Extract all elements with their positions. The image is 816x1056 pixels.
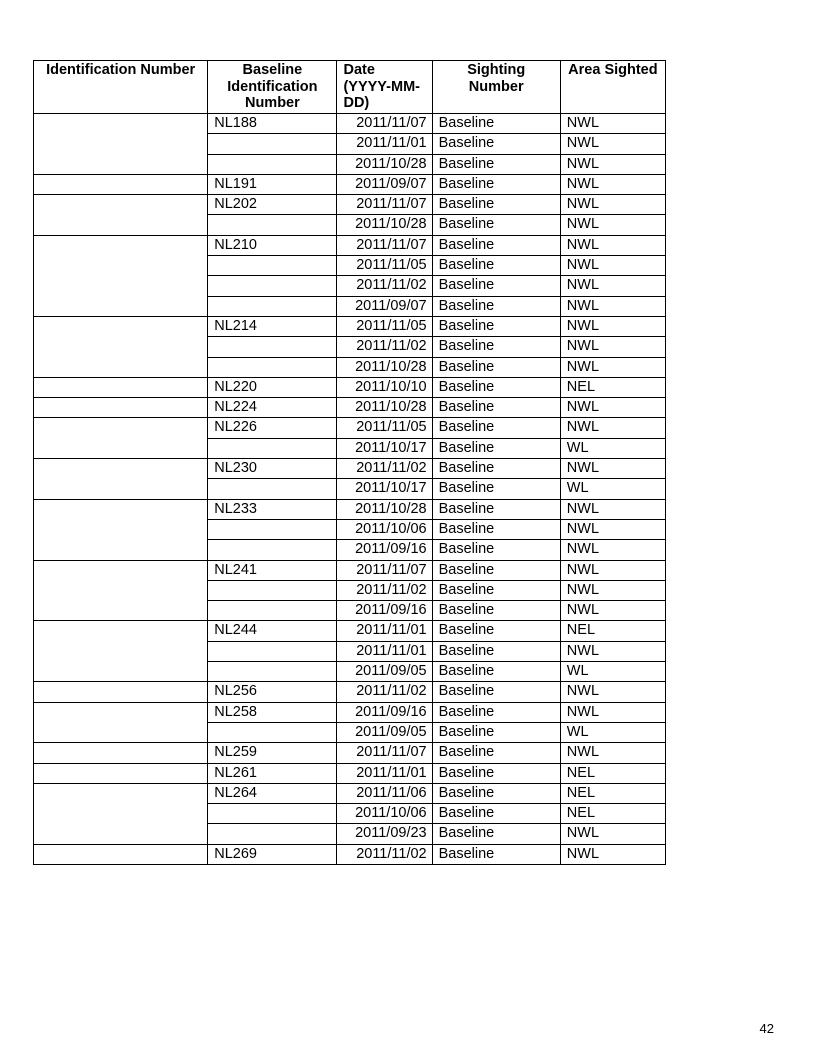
- sighting-number-cell: Baseline: [432, 621, 560, 641]
- baseline-id-cell: NL259: [208, 743, 337, 763]
- date-cell: 2011/11/01: [337, 641, 432, 661]
- sighting-number-cell: Baseline: [432, 195, 560, 215]
- sighting-number-cell: Baseline: [432, 601, 560, 621]
- baseline-id-cell: [208, 276, 337, 296]
- sighting-number-cell: Baseline: [432, 114, 560, 134]
- area-sighted-cell: NWL: [560, 174, 665, 194]
- sighting-number-cell: Baseline: [432, 418, 560, 438]
- table-row: [34, 743, 666, 763]
- sighting-number-cell: Baseline: [432, 804, 560, 824]
- table-row: [34, 682, 666, 702]
- identification-number-cell: [34, 114, 208, 175]
- sighting-number-cell: Baseline: [432, 235, 560, 255]
- date-cell: 2011/11/02: [337, 276, 432, 296]
- header-area-sighted: Area Sighted: [560, 61, 665, 114]
- date-cell: 2011/10/17: [337, 438, 432, 458]
- table-row: [34, 702, 666, 722]
- area-sighted-cell: WL: [560, 438, 665, 458]
- date-cell: 2011/11/02: [337, 844, 432, 864]
- table-row: [34, 621, 666, 641]
- date-cell: 2011/10/28: [337, 215, 432, 235]
- date-cell: 2011/11/07: [337, 560, 432, 580]
- area-sighted-cell: NEL: [560, 804, 665, 824]
- table-row: [34, 398, 666, 418]
- sighting-number-cell: Baseline: [432, 540, 560, 560]
- baseline-id-cell: [208, 154, 337, 174]
- sighting-number-cell: Baseline: [432, 662, 560, 682]
- date-cell: 2011/09/16: [337, 540, 432, 560]
- baseline-id-cell: NL224: [208, 398, 337, 418]
- table-row: [34, 114, 666, 134]
- sightings-table: [33, 60, 666, 865]
- table-body: [34, 114, 666, 865]
- sighting-number-cell: Baseline: [432, 844, 560, 864]
- area-sighted-cell: NWL: [560, 824, 665, 844]
- header-identification-number: Identification Number: [34, 61, 208, 114]
- baseline-id-cell: NL244: [208, 621, 337, 641]
- date-cell: 2011/10/28: [337, 357, 432, 377]
- sighting-number-cell: Baseline: [432, 134, 560, 154]
- sighting-number-cell: Baseline: [432, 215, 560, 235]
- date-cell: 2011/10/28: [337, 499, 432, 519]
- area-sighted-cell: NWL: [560, 641, 665, 661]
- date-cell: 2011/11/05: [337, 316, 432, 336]
- date-cell: 2011/11/07: [337, 195, 432, 215]
- header-sighting-number: Sighting Number: [432, 61, 560, 114]
- area-sighted-cell: NWL: [560, 540, 665, 560]
- area-sighted-cell: NWL: [560, 418, 665, 438]
- baseline-id-cell: [208, 357, 337, 377]
- baseline-id-cell: [208, 804, 337, 824]
- sighting-number-cell: Baseline: [432, 174, 560, 194]
- baseline-id-cell: [208, 479, 337, 499]
- date-cell: 2011/11/05: [337, 418, 432, 438]
- area-sighted-cell: NWL: [560, 195, 665, 215]
- date-cell: 2011/09/23: [337, 824, 432, 844]
- area-sighted-cell: NEL: [560, 763, 665, 783]
- date-cell: 2011/11/06: [337, 783, 432, 803]
- sighting-number-cell: Baseline: [432, 256, 560, 276]
- sighting-number-cell: Baseline: [432, 743, 560, 763]
- baseline-id-cell: NL258: [208, 702, 337, 722]
- date-cell: 2011/11/07: [337, 743, 432, 763]
- date-cell: 2011/09/07: [337, 296, 432, 316]
- baseline-id-cell: [208, 519, 337, 539]
- baseline-id-cell: NL220: [208, 377, 337, 397]
- header-baseline-identification-number: Baseline Identification Number: [208, 61, 337, 114]
- date-cell: 2011/09/05: [337, 722, 432, 742]
- baseline-id-cell: NL226: [208, 418, 337, 438]
- area-sighted-cell: WL: [560, 479, 665, 499]
- sighting-number-cell: Baseline: [432, 519, 560, 539]
- table-row: [34, 377, 666, 397]
- baseline-id-cell: NL233: [208, 499, 337, 519]
- date-cell: 2011/10/17: [337, 479, 432, 499]
- sighting-number-cell: Baseline: [432, 459, 560, 479]
- baseline-id-cell: [208, 601, 337, 621]
- sighting-number-cell: Baseline: [432, 316, 560, 336]
- identification-number-cell: [34, 763, 208, 783]
- sighting-number-cell: Baseline: [432, 357, 560, 377]
- identification-number-cell: [34, 682, 208, 702]
- identification-number-cell: [34, 459, 208, 500]
- identification-number-cell: [34, 316, 208, 377]
- baseline-id-cell: [208, 438, 337, 458]
- baseline-id-cell: NL256: [208, 682, 337, 702]
- baseline-id-cell: [208, 540, 337, 560]
- table-row: [34, 316, 666, 336]
- area-sighted-cell: NWL: [560, 844, 665, 864]
- area-sighted-cell: WL: [560, 722, 665, 742]
- date-cell: 2011/09/16: [337, 601, 432, 621]
- table-row: [34, 459, 666, 479]
- area-sighted-cell: NWL: [560, 682, 665, 702]
- date-cell: 2011/11/02: [337, 459, 432, 479]
- date-cell: 2011/11/02: [337, 580, 432, 600]
- baseline-id-cell: [208, 824, 337, 844]
- baseline-id-cell: NL241: [208, 560, 337, 580]
- baseline-id-cell: [208, 337, 337, 357]
- table-row: [34, 763, 666, 783]
- baseline-id-cell: NL230: [208, 459, 337, 479]
- date-cell: 2011/09/16: [337, 702, 432, 722]
- area-sighted-cell: WL: [560, 662, 665, 682]
- area-sighted-cell: NWL: [560, 337, 665, 357]
- date-cell: 2011/10/10: [337, 377, 432, 397]
- sighting-number-cell: Baseline: [432, 824, 560, 844]
- baseline-id-cell: [208, 641, 337, 661]
- area-sighted-cell: NWL: [560, 235, 665, 255]
- area-sighted-cell: NWL: [560, 134, 665, 154]
- identification-number-cell: [34, 174, 208, 194]
- sighting-number-cell: Baseline: [432, 641, 560, 661]
- baseline-id-cell: NL210: [208, 235, 337, 255]
- area-sighted-cell: NWL: [560, 154, 665, 174]
- area-sighted-cell: NWL: [560, 296, 665, 316]
- baseline-id-cell: NL191: [208, 174, 337, 194]
- identification-number-cell: [34, 743, 208, 763]
- baseline-id-cell: [208, 296, 337, 316]
- area-sighted-cell: NWL: [560, 560, 665, 580]
- baseline-id-cell: [208, 722, 337, 742]
- sighting-number-cell: Baseline: [432, 337, 560, 357]
- baseline-id-cell: NL214: [208, 316, 337, 336]
- area-sighted-cell: NEL: [560, 377, 665, 397]
- date-cell: 2011/09/05: [337, 662, 432, 682]
- date-cell: 2011/11/01: [337, 621, 432, 641]
- date-cell: 2011/10/28: [337, 154, 432, 174]
- date-cell: 2011/11/07: [337, 114, 432, 134]
- area-sighted-cell: NWL: [560, 398, 665, 418]
- table-row: [34, 560, 666, 580]
- identification-number-cell: [34, 195, 208, 236]
- area-sighted-cell: NEL: [560, 621, 665, 641]
- table-row: [34, 418, 666, 438]
- identification-number-cell: [34, 702, 208, 743]
- sighting-number-cell: Baseline: [432, 154, 560, 174]
- area-sighted-cell: NWL: [560, 215, 665, 235]
- sighting-number-cell: Baseline: [432, 276, 560, 296]
- sighting-number-cell: Baseline: [432, 702, 560, 722]
- identification-number-cell: [34, 783, 208, 844]
- identification-number-cell: [34, 499, 208, 560]
- header-row: [34, 61, 666, 114]
- baseline-id-cell: NL269: [208, 844, 337, 864]
- table-row: [34, 783, 666, 803]
- identification-number-cell: [34, 377, 208, 397]
- area-sighted-cell: NWL: [560, 114, 665, 134]
- baseline-id-cell: [208, 215, 337, 235]
- area-sighted-cell: NWL: [560, 316, 665, 336]
- sighting-number-cell: Baseline: [432, 377, 560, 397]
- area-sighted-cell: NWL: [560, 357, 665, 377]
- date-cell: 2011/10/06: [337, 519, 432, 539]
- table-row: [34, 174, 666, 194]
- date-cell: 2011/11/01: [337, 763, 432, 783]
- area-sighted-cell: NWL: [560, 519, 665, 539]
- table-row: [34, 235, 666, 255]
- date-cell: 2011/11/02: [337, 337, 432, 357]
- sighting-number-cell: Baseline: [432, 398, 560, 418]
- area-sighted-cell: NWL: [560, 276, 665, 296]
- baseline-id-cell: [208, 580, 337, 600]
- baseline-id-cell: [208, 256, 337, 276]
- baseline-id-cell: NL264: [208, 783, 337, 803]
- baseline-id-cell: [208, 662, 337, 682]
- sighting-number-cell: Baseline: [432, 763, 560, 783]
- sighting-number-cell: Baseline: [432, 438, 560, 458]
- area-sighted-cell: NWL: [560, 256, 665, 276]
- identification-number-cell: [34, 418, 208, 459]
- table-row: [34, 195, 666, 215]
- baseline-id-cell: [208, 134, 337, 154]
- area-sighted-cell: NWL: [560, 499, 665, 519]
- sighting-number-cell: Baseline: [432, 499, 560, 519]
- sighting-number-cell: Baseline: [432, 580, 560, 600]
- identification-number-cell: [34, 844, 208, 864]
- date-cell: 2011/09/07: [337, 174, 432, 194]
- table-row: [34, 844, 666, 864]
- identification-number-cell: [34, 235, 208, 316]
- header-date: Date (YYYY-MM-DD): [337, 61, 432, 114]
- sighting-number-cell: Baseline: [432, 296, 560, 316]
- identification-number-cell: [34, 398, 208, 418]
- sighting-number-cell: Baseline: [432, 783, 560, 803]
- baseline-id-cell: NL188: [208, 114, 337, 134]
- date-cell: 2011/10/28: [337, 398, 432, 418]
- table-header: [34, 61, 666, 114]
- page-number: 42: [759, 1021, 774, 1036]
- date-cell: 2011/11/01: [337, 134, 432, 154]
- date-cell: 2011/10/06: [337, 804, 432, 824]
- sighting-number-cell: Baseline: [432, 479, 560, 499]
- sighting-number-cell: Baseline: [432, 722, 560, 742]
- sighting-number-cell: Baseline: [432, 560, 560, 580]
- date-cell: 2011/11/05: [337, 256, 432, 276]
- table-row: [34, 499, 666, 519]
- area-sighted-cell: NWL: [560, 743, 665, 763]
- area-sighted-cell: NEL: [560, 783, 665, 803]
- area-sighted-cell: NWL: [560, 580, 665, 600]
- date-cell: 2011/11/07: [337, 235, 432, 255]
- sighting-number-cell: Baseline: [432, 682, 560, 702]
- identification-number-cell: [34, 560, 208, 621]
- baseline-id-cell: NL261: [208, 763, 337, 783]
- identification-number-cell: [34, 621, 208, 682]
- date-cell: 2011/11/02: [337, 682, 432, 702]
- area-sighted-cell: NWL: [560, 702, 665, 722]
- area-sighted-cell: NWL: [560, 459, 665, 479]
- baseline-id-cell: NL202: [208, 195, 337, 215]
- area-sighted-cell: NWL: [560, 601, 665, 621]
